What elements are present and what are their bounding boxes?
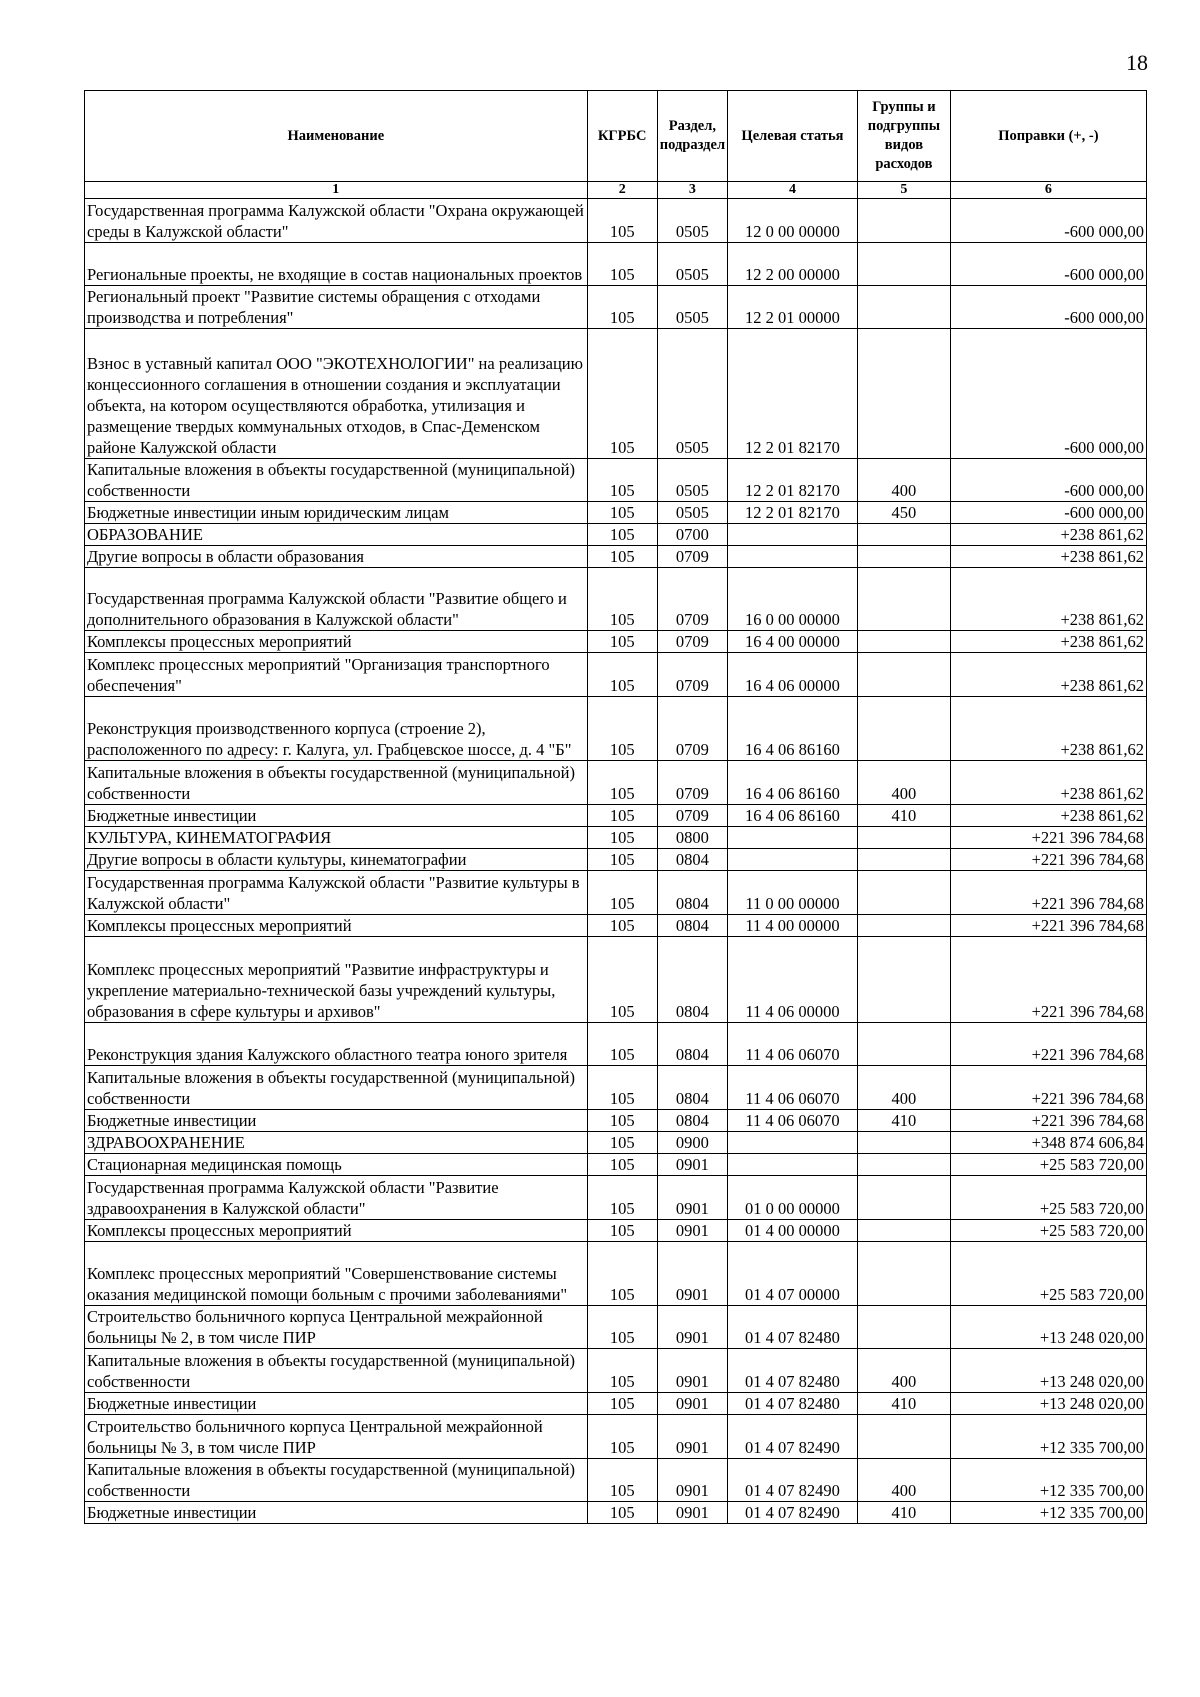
header-gruppy: Группы и подгруппы видов расходов — [857, 91, 950, 182]
row-celevaya-statya-cell: 16 4 06 86160 — [727, 805, 857, 827]
row-kgrbs-cell: 105 — [587, 546, 657, 568]
row-kgrbs-cell: 105 — [587, 1066, 657, 1110]
row-celevaya-statya-cell: 01 4 00 00000 — [727, 1220, 857, 1242]
row-popravka-cell: +25 583 720,00 — [950, 1154, 1146, 1176]
row-razdel-cell: 0804 — [657, 1023, 727, 1066]
row-popravka-cell: +25 583 720,00 — [950, 1242, 1146, 1306]
row-razdel-cell: 0901 — [657, 1502, 727, 1524]
row-razdel-cell: 0901 — [657, 1459, 727, 1502]
row-vid-rashodov-cell: 410 — [857, 1393, 950, 1415]
row-kgrbs-cell: 105 — [587, 631, 657, 653]
row-name-cell: Комплексы процессных мероприятий — [85, 631, 588, 653]
table-row — [85, 871, 1147, 915]
row-razdel-cell: 0709 — [657, 761, 727, 805]
budget-amendments-table — [84, 90, 1147, 1524]
row-vid-rashodov-cell: 450 — [857, 502, 950, 524]
row-popravka-cell: +221 396 784,68 — [950, 1066, 1146, 1110]
row-name-cell: Капитальные вложения в объекты государственной (муниципальной) собственности — [85, 1349, 588, 1393]
table-row — [85, 568, 1147, 631]
row-razdel-cell: 0505 — [657, 459, 727, 502]
row-celevaya-statya-cell: 16 4 00 00000 — [727, 631, 857, 653]
row-celevaya-statya-cell: 01 4 07 82480 — [727, 1393, 857, 1415]
row-razdel-cell: 0900 — [657, 1132, 727, 1154]
row-vid-rashodov-cell — [857, 286, 950, 329]
row-popravka-cell: -600 000,00 — [950, 459, 1146, 502]
row-vid-rashodov-cell — [857, 546, 950, 568]
row-kgrbs-cell: 105 — [587, 1176, 657, 1220]
row-popravka-cell: +238 861,62 — [950, 568, 1146, 631]
row-celevaya-statya-cell: 12 2 01 82170 — [727, 329, 857, 459]
row-vid-rashodov-cell — [857, 937, 950, 1023]
page-number: 18 — [1126, 50, 1148, 75]
row-razdel-cell: 0804 — [657, 849, 727, 871]
row-popravka-cell: +238 861,62 — [950, 631, 1146, 653]
row-razdel-cell: 0804 — [657, 1066, 727, 1110]
row-name-cell: Строительство больничного корпуса Центральной межрайонной больницы № 3, в том числе ПИР — [85, 1415, 588, 1459]
row-name-cell: Государственная программа Калужской области "Развитие общего и дополнительного образования в Калужской области" — [85, 568, 588, 631]
row-vid-rashodov-cell — [857, 1154, 950, 1176]
row-name-cell: Бюджетные инвестиции — [85, 1110, 588, 1132]
row-vid-rashodov-cell — [857, 1306, 950, 1349]
table-row — [85, 827, 1147, 849]
row-popravka-cell: +238 861,62 — [950, 546, 1146, 568]
row-vid-rashodov-cell: 400 — [857, 1066, 950, 1110]
row-popravka-cell: +12 335 700,00 — [950, 1415, 1146, 1459]
row-razdel-cell: 0901 — [657, 1306, 727, 1349]
row-name-cell: КУЛЬТУРА, КИНЕМАТОГРАФИЯ — [85, 827, 588, 849]
row-kgrbs-cell: 105 — [587, 286, 657, 329]
row-vid-rashodov-cell — [857, 915, 950, 937]
row-celevaya-statya-cell: 12 2 01 00000 — [727, 286, 857, 329]
row-vid-rashodov-cell — [857, 1176, 950, 1220]
column-number-row — [85, 182, 1147, 199]
row-popravka-cell: -600 000,00 — [950, 502, 1146, 524]
row-kgrbs-cell: 105 — [587, 502, 657, 524]
table-row — [85, 1393, 1147, 1415]
table-row — [85, 805, 1147, 827]
table-row — [85, 849, 1147, 871]
row-razdel-cell: 0901 — [657, 1349, 727, 1393]
row-celevaya-statya-cell: 11 0 00 00000 — [727, 871, 857, 915]
row-name-cell: ОБРАЗОВАНИЕ — [85, 524, 588, 546]
table-row — [85, 243, 1147, 286]
row-vid-rashodov-cell — [857, 849, 950, 871]
row-popravka-cell: +13 248 020,00 — [950, 1393, 1146, 1415]
row-vid-rashodov-cell — [857, 1415, 950, 1459]
table-row — [85, 1066, 1147, 1110]
row-razdel-cell: 0505 — [657, 243, 727, 286]
row-popravka-cell: -600 000,00 — [950, 329, 1146, 459]
row-vid-rashodov-cell — [857, 243, 950, 286]
table-row — [85, 524, 1147, 546]
row-celevaya-statya-cell — [727, 1132, 857, 1154]
table-row — [85, 459, 1147, 502]
row-kgrbs-cell: 105 — [587, 761, 657, 805]
row-kgrbs-cell: 105 — [587, 697, 657, 761]
table-row — [85, 1349, 1147, 1393]
row-razdel-cell: 0505 — [657, 329, 727, 459]
row-popravka-cell: -600 000,00 — [950, 199, 1146, 243]
row-vid-rashodov-cell — [857, 199, 950, 243]
row-kgrbs-cell: 105 — [587, 1023, 657, 1066]
row-kgrbs-cell: 105 — [587, 1220, 657, 1242]
row-vid-rashodov-cell — [857, 329, 950, 459]
row-popravka-cell: +221 396 784,68 — [950, 1023, 1146, 1066]
row-celevaya-statya-cell: 11 4 06 06070 — [727, 1110, 857, 1132]
row-name-cell: Строительство больничного корпуса Центральной межрайонной больницы № 2, в том числе ПИР — [85, 1306, 588, 1349]
table-row — [85, 502, 1147, 524]
row-kgrbs-cell: 105 — [587, 243, 657, 286]
row-kgrbs-cell: 105 — [587, 915, 657, 937]
row-popravka-cell: +12 335 700,00 — [950, 1459, 1146, 1502]
column-number: 5 — [857, 182, 950, 199]
row-vid-rashodov-cell: 400 — [857, 761, 950, 805]
table-row — [85, 1415, 1147, 1459]
row-celevaya-statya-cell: 11 4 06 06070 — [727, 1023, 857, 1066]
row-name-cell: Стационарная медицинская помощь — [85, 1154, 588, 1176]
row-popravka-cell: +221 396 784,68 — [950, 827, 1146, 849]
row-kgrbs-cell: 105 — [587, 199, 657, 243]
row-popravka-cell: +238 861,62 — [950, 524, 1146, 546]
row-celevaya-statya-cell: 01 4 07 82490 — [727, 1459, 857, 1502]
column-number: 3 — [657, 182, 727, 199]
row-popravka-cell: +238 861,62 — [950, 805, 1146, 827]
row-name-cell: Региональные проекты, не входящие в состав национальных проектов — [85, 243, 588, 286]
row-popravka-cell: +221 396 784,68 — [950, 871, 1146, 915]
table-row — [85, 329, 1147, 459]
table-row — [85, 1132, 1147, 1154]
row-razdel-cell: 0804 — [657, 937, 727, 1023]
table-header-row — [85, 91, 1147, 182]
row-popravka-cell: +221 396 784,68 — [950, 937, 1146, 1023]
row-celevaya-statya-cell: 12 2 01 82170 — [727, 459, 857, 502]
row-razdel-cell: 0901 — [657, 1242, 727, 1306]
table-body — [85, 199, 1147, 1524]
row-razdel-cell: 0709 — [657, 568, 727, 631]
row-popravka-cell: +238 861,62 — [950, 653, 1146, 697]
row-kgrbs-cell: 105 — [587, 1415, 657, 1459]
header-kgrbs: КГРБС — [587, 91, 657, 182]
row-name-cell: Комплекс процессных мероприятий "Совершенствование системы оказания медицинской помощи больным с прочими заболеваниями" — [85, 1242, 588, 1306]
row-name-cell: Региональный проект "Развитие системы обращения с отходами производства и потребления" — [85, 286, 588, 329]
row-celevaya-statya-cell: 16 4 06 86160 — [727, 697, 857, 761]
column-number: 1 — [85, 182, 588, 199]
row-razdel-cell: 0804 — [657, 1110, 727, 1132]
row-vid-rashodov-cell — [857, 653, 950, 697]
row-vid-rashodov-cell — [857, 827, 950, 849]
row-celevaya-statya-cell: 01 4 07 82480 — [727, 1306, 857, 1349]
row-name-cell: Бюджетные инвестиции — [85, 805, 588, 827]
table-row — [85, 286, 1147, 329]
row-name-cell: Капитальные вложения в объекты государственной (муниципальной) собственности — [85, 1066, 588, 1110]
row-name-cell: Взнос в уставный капитал ООО "ЭКОТЕХНОЛОГИИ" на реализацию концессионного соглашения в отношении создания и эксплуатации объекта, на котором осуществляются обработка, утилизация и размещение твердых коммунальных отходов, в Спас-Деменском районе Калужской области — [85, 329, 588, 459]
row-celevaya-statya-cell — [727, 827, 857, 849]
row-celevaya-statya-cell — [727, 849, 857, 871]
row-vid-rashodov-cell — [857, 1023, 950, 1066]
row-kgrbs-cell: 105 — [587, 1154, 657, 1176]
row-vid-rashodov-cell — [857, 524, 950, 546]
table-row — [85, 1154, 1147, 1176]
header-razdel: Раздел, подраздел — [657, 91, 727, 182]
row-razdel-cell: 0709 — [657, 697, 727, 761]
header-name: Наименование — [85, 91, 588, 182]
row-name-cell: Комплекс процессных мероприятий "Организация транспортного обеспечения" — [85, 653, 588, 697]
table-row — [85, 1220, 1147, 1242]
row-celevaya-statya-cell — [727, 1154, 857, 1176]
row-celevaya-statya-cell: 16 0 00 00000 — [727, 568, 857, 631]
row-name-cell: Бюджетные инвестиции иным юридическим лицам — [85, 502, 588, 524]
table-row — [85, 937, 1147, 1023]
header-celevaya-statya: Целевая статья — [727, 91, 857, 182]
row-name-cell: Реконструкция здания Калужского областного театра юного зрителя — [85, 1023, 588, 1066]
row-vid-rashodov-cell: 400 — [857, 1349, 950, 1393]
table-row — [85, 546, 1147, 568]
row-celevaya-statya-cell: 11 4 00 00000 — [727, 915, 857, 937]
column-number: 2 — [587, 182, 657, 199]
row-razdel-cell: 0505 — [657, 286, 727, 329]
row-vid-rashodov-cell: 410 — [857, 1502, 950, 1524]
row-celevaya-statya-cell: 01 4 07 82490 — [727, 1415, 857, 1459]
row-popravka-cell: -600 000,00 — [950, 286, 1146, 329]
table-row — [85, 199, 1147, 243]
row-celevaya-statya-cell — [727, 524, 857, 546]
row-razdel-cell: 0804 — [657, 871, 727, 915]
table-row — [85, 1176, 1147, 1220]
table-row — [85, 915, 1147, 937]
row-vid-rashodov-cell — [857, 1220, 950, 1242]
row-celevaya-statya-cell: 11 4 06 06070 — [727, 1066, 857, 1110]
row-vid-rashodov-cell: 400 — [857, 1459, 950, 1502]
row-celevaya-statya-cell — [727, 546, 857, 568]
row-kgrbs-cell: 105 — [587, 871, 657, 915]
row-vid-rashodov-cell — [857, 1242, 950, 1306]
row-name-cell: Реконструкция производственного корпуса (строение 2), расположенного по адресу: г. Калуга, ул. Грабцевское шоссе, д. 4 "Б" — [85, 697, 588, 761]
row-popravka-cell: +238 861,62 — [950, 697, 1146, 761]
row-kgrbs-cell: 105 — [587, 849, 657, 871]
row-name-cell: Капитальные вложения в объекты государственной (муниципальной) собственности — [85, 459, 588, 502]
table-row — [85, 1023, 1147, 1066]
row-celevaya-statya-cell: 01 4 07 82480 — [727, 1349, 857, 1393]
row-popravka-cell: -600 000,00 — [950, 243, 1146, 286]
row-razdel-cell: 0800 — [657, 827, 727, 849]
row-razdel-cell: 0709 — [657, 546, 727, 568]
table-row — [85, 1242, 1147, 1306]
row-kgrbs-cell: 105 — [587, 1132, 657, 1154]
row-name-cell: Другие вопросы в области культуры, кинематографии — [85, 849, 588, 871]
row-razdel-cell: 0901 — [657, 1154, 727, 1176]
row-name-cell: Государственная программа Калужской области "Развитие культуры в Калужской области" — [85, 871, 588, 915]
row-kgrbs-cell: 105 — [587, 1393, 657, 1415]
row-kgrbs-cell: 105 — [587, 1110, 657, 1132]
row-popravka-cell: +25 583 720,00 — [950, 1220, 1146, 1242]
row-celevaya-statya-cell: 12 2 00 00000 — [727, 243, 857, 286]
row-razdel-cell: 0901 — [657, 1176, 727, 1220]
row-kgrbs-cell: 105 — [587, 1306, 657, 1349]
row-popravka-cell: +25 583 720,00 — [950, 1176, 1146, 1220]
row-razdel-cell: 0901 — [657, 1393, 727, 1415]
row-razdel-cell: 0709 — [657, 653, 727, 697]
row-celevaya-statya-cell: 11 4 06 00000 — [727, 937, 857, 1023]
table-row — [85, 1306, 1147, 1349]
row-name-cell: Капитальные вложения в объекты государственной (муниципальной) собственности — [85, 1459, 588, 1502]
row-kgrbs-cell: 105 — [587, 1349, 657, 1393]
row-vid-rashodov-cell: 410 — [857, 1110, 950, 1132]
row-kgrbs-cell: 105 — [587, 827, 657, 849]
row-popravka-cell: +348 874 606,84 — [950, 1132, 1146, 1154]
row-kgrbs-cell: 105 — [587, 524, 657, 546]
row-popravka-cell: +13 248 020,00 — [950, 1349, 1146, 1393]
row-popravka-cell: +13 248 020,00 — [950, 1306, 1146, 1349]
row-vid-rashodov-cell: 400 — [857, 459, 950, 502]
row-razdel-cell: 0804 — [657, 915, 727, 937]
table-row — [85, 1502, 1147, 1524]
header-popravki: Поправки (+, -) — [950, 91, 1146, 182]
row-vid-rashodov-cell — [857, 871, 950, 915]
row-kgrbs-cell: 105 — [587, 1502, 657, 1524]
row-razdel-cell: 0505 — [657, 502, 727, 524]
column-number: 6 — [950, 182, 1146, 199]
row-name-cell: Комплекс процессных мероприятий "Развитие инфраструктуры и укрепление материально-технической базы учреждений культуры, образования в сфере культуры и архивов" — [85, 937, 588, 1023]
table-row — [85, 631, 1147, 653]
row-vid-rashodov-cell: 410 — [857, 805, 950, 827]
row-vid-rashodov-cell — [857, 568, 950, 631]
row-celevaya-statya-cell: 01 0 00 00000 — [727, 1176, 857, 1220]
row-celevaya-statya-cell: 16 4 06 00000 — [727, 653, 857, 697]
row-kgrbs-cell: 105 — [587, 459, 657, 502]
row-razdel-cell: 0709 — [657, 631, 727, 653]
row-name-cell: Государственная программа Калужской области "Развитие здравоохранения в Калужской области" — [85, 1176, 588, 1220]
row-popravka-cell: +221 396 784,68 — [950, 915, 1146, 937]
row-kgrbs-cell: 105 — [587, 329, 657, 459]
row-kgrbs-cell: 105 — [587, 937, 657, 1023]
row-celevaya-statya-cell: 01 4 07 00000 — [727, 1242, 857, 1306]
row-razdel-cell: 0700 — [657, 524, 727, 546]
row-popravka-cell: +221 396 784,68 — [950, 849, 1146, 871]
row-popravka-cell: +12 335 700,00 — [950, 1502, 1146, 1524]
row-celevaya-statya-cell: 16 4 06 86160 — [727, 761, 857, 805]
row-razdel-cell: 0901 — [657, 1220, 727, 1242]
row-kgrbs-cell: 105 — [587, 568, 657, 631]
table-row — [85, 653, 1147, 697]
row-popravka-cell: +221 396 784,68 — [950, 1110, 1146, 1132]
table-row — [85, 1459, 1147, 1502]
row-name-cell: Бюджетные инвестиции — [85, 1502, 588, 1524]
row-razdel-cell: 0901 — [657, 1415, 727, 1459]
row-kgrbs-cell: 105 — [587, 805, 657, 827]
row-popravka-cell: +238 861,62 — [950, 761, 1146, 805]
table-row — [85, 1110, 1147, 1132]
row-kgrbs-cell: 105 — [587, 1242, 657, 1306]
row-vid-rashodov-cell — [857, 1132, 950, 1154]
row-kgrbs-cell: 105 — [587, 1459, 657, 1502]
row-celevaya-statya-cell: 12 2 01 82170 — [727, 502, 857, 524]
row-name-cell: Комплексы процессных мероприятий — [85, 1220, 588, 1242]
row-celevaya-statya-cell: 12 0 00 00000 — [727, 199, 857, 243]
row-razdel-cell: 0709 — [657, 805, 727, 827]
row-name-cell: ЗДРАВООХРАНЕНИЕ — [85, 1132, 588, 1154]
table-row — [85, 761, 1147, 805]
column-number: 4 — [727, 182, 857, 199]
table-row — [85, 697, 1147, 761]
row-vid-rashodov-cell — [857, 697, 950, 761]
row-vid-rashodov-cell — [857, 631, 950, 653]
row-kgrbs-cell: 105 — [587, 653, 657, 697]
row-razdel-cell: 0505 — [657, 199, 727, 243]
row-name-cell: Комплексы процессных мероприятий — [85, 915, 588, 937]
row-name-cell: Другие вопросы в области образования — [85, 546, 588, 568]
row-name-cell: Государственная программа Калужской области "Охрана окружающей среды в Калужской области" — [85, 199, 588, 243]
row-celevaya-statya-cell: 01 4 07 82490 — [727, 1502, 857, 1524]
row-name-cell: Капитальные вложения в объекты государственной (муниципальной) собственности — [85, 761, 588, 805]
row-name-cell: Бюджетные инвестиции — [85, 1393, 588, 1415]
